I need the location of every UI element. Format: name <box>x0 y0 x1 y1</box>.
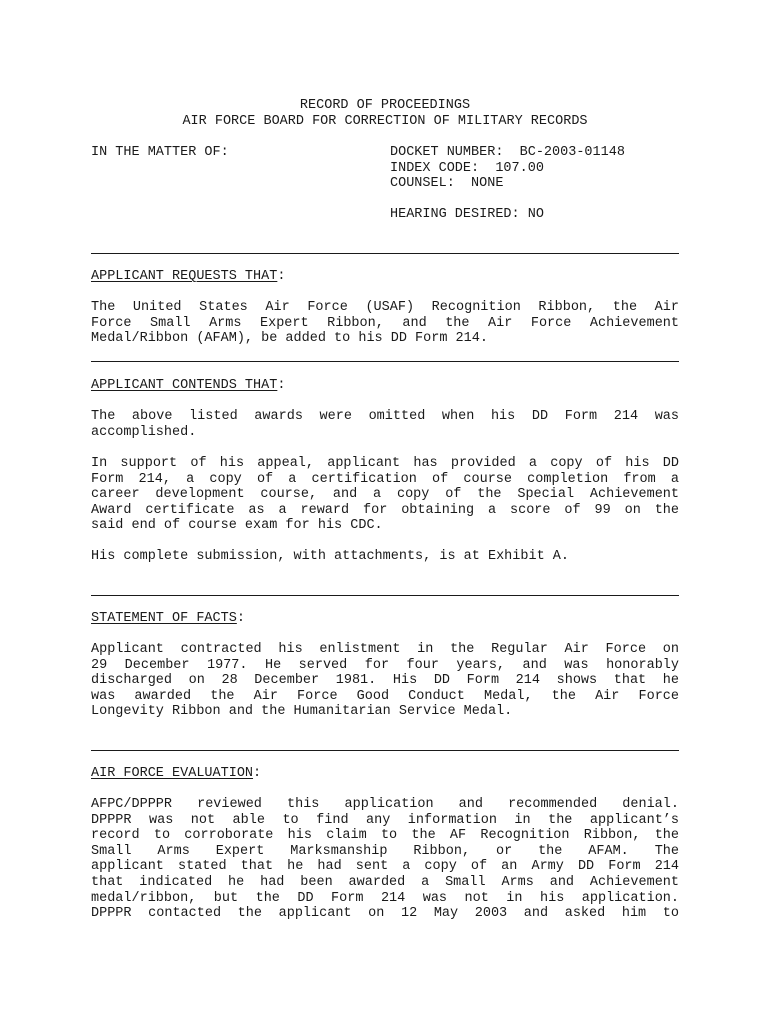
section-heading-facts: STATEMENT OF FACTS: <box>91 611 245 626</box>
counsel: COUNSEL: NONE <box>390 176 504 191</box>
section-heading-contends: APPLICANT CONTENDS THAT: <box>91 378 286 393</box>
docket-number: DOCKET NUMBER: BC-2003-01148 <box>390 145 625 160</box>
heading-text: APPLICANT CONTENDS THAT <box>91 378 278 393</box>
contends-paragraph-2: In support of his appeal, applicant has provided a copy of his DD Form 214, a copy of a certification of course completion from a career development course, and a copy of the Special Achievement Award certificate as a reward for obtaining a score of 99 on the said end of course exam for his CDC. <box>91 456 679 534</box>
contends-paragraph-1: The above listed awards were omitted when his DD Form 214 was accomplished. <box>91 409 679 440</box>
heading-text: APPLICANT REQUESTS THAT <box>91 269 278 284</box>
index-code: INDEX CODE: 107.00 <box>390 161 544 176</box>
section-divider <box>91 595 679 596</box>
section-divider <box>91 361 679 362</box>
page-subtitle: AIR FORCE BOARD FOR CORRECTION OF MILITARY RECORDS <box>182 114 588 129</box>
heading-text: AIR FORCE EVALUATION <box>91 766 254 781</box>
requests-paragraph: The United States Air Force (USAF) Recognition Ribbon, the Air Force Small Arms Expert Ribbon, and the Air Force Achievement Medal/Ribbon (AFAM), be added to his DD Form 214. <box>91 300 679 347</box>
matter-label: IN THE MATTER OF: <box>91 145 229 160</box>
section-heading-requests: APPLICANT REQUESTS THAT: <box>91 269 286 284</box>
facts-paragraph: Applicant contracted his enlistment in the Regular Air Force on 29 December 1977. He served for four years, and was honorably discharged on 28 December 1981. His DD Form 214 shows that he was awarded the Air Force Good Conduct Medal, the Air Force Longevity Ribbon and the Humanitarian Service Medal. <box>91 642 679 720</box>
section-divider <box>91 253 679 254</box>
hearing-desired: HEARING DESIRED: NO <box>390 207 544 222</box>
section-divider <box>91 750 679 751</box>
section-heading-evaluation: AIR FORCE EVALUATION: <box>91 766 262 781</box>
contends-paragraph-3: His complete submission, with attachments, is at Exhibit A. <box>91 549 569 564</box>
page-title: RECORD OF PROCEEDINGS <box>299 98 471 113</box>
heading-text: STATEMENT OF FACTS <box>91 611 237 626</box>
evaluation-paragraph: AFPC/DPPPR reviewed this application and recommended denial. DPPPR was not able to find any information in the applicant’s record to corroborate his claim to the AF Recognition Ribbon, the Small Arms Expert Marksmanship Ribbon, or the AFAM. The applicant stated that he had sent a copy of an Army DD Form 214 that indicated he had been awarded a Small Arms and Achievement medal/ribbon, but the DD Form 214 was not in his application. DPPPR contacted the applicant on 12 May 2003 and asked him to <box>91 797 679 922</box>
